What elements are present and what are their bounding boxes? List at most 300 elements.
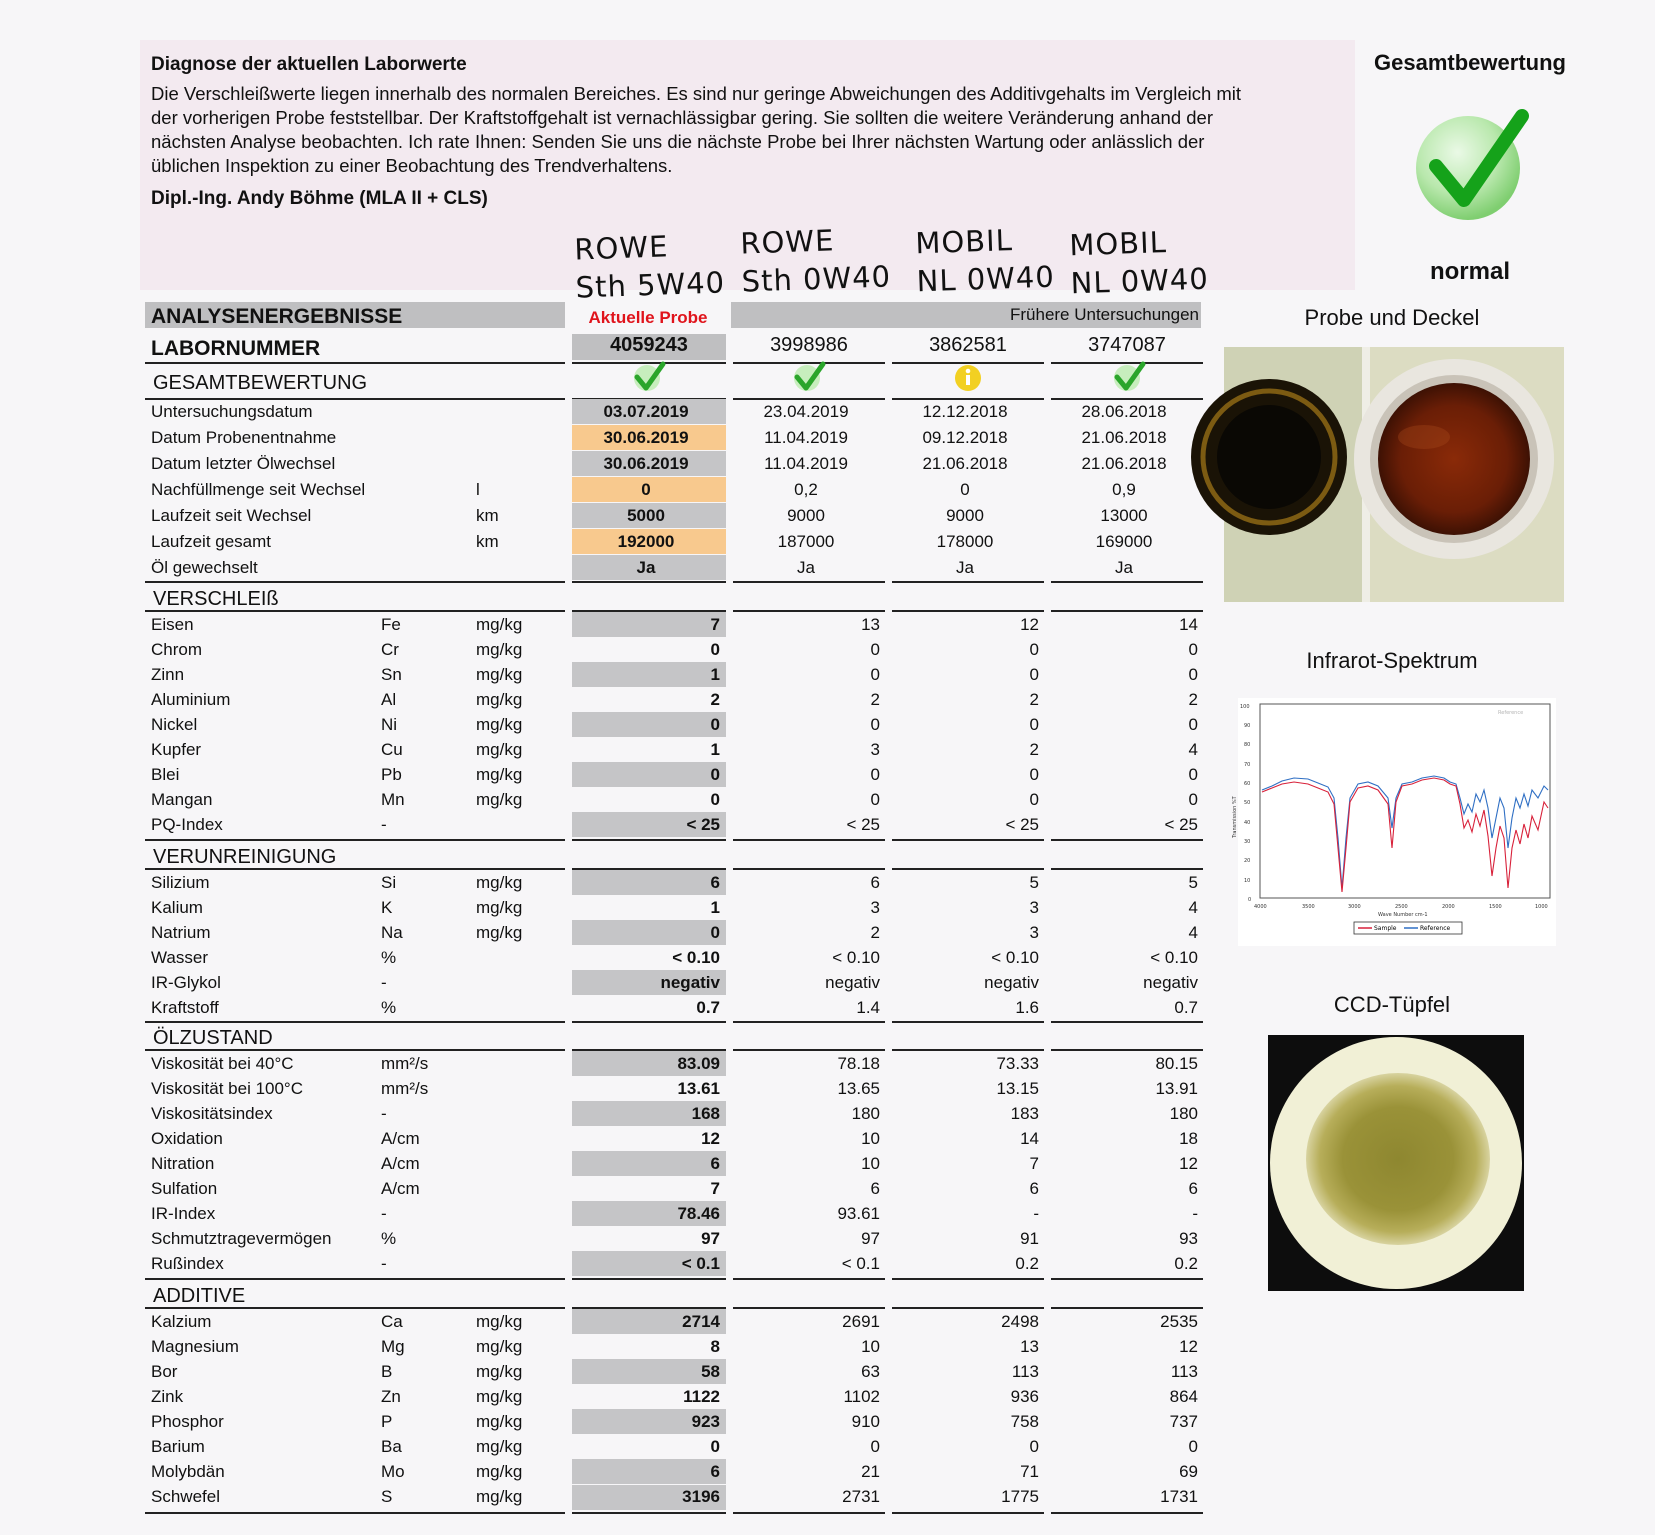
divider bbox=[892, 868, 1044, 870]
row-symbol: mm²/s bbox=[381, 1079, 429, 1098]
previous-value: 5 bbox=[1188, 873, 1198, 892]
previous-value: 13000 bbox=[1100, 506, 1148, 525]
row-unit: mg/kg bbox=[476, 1487, 523, 1506]
divider bbox=[892, 1278, 1044, 1280]
previous-value: 10 bbox=[861, 1337, 880, 1356]
divider bbox=[1051, 868, 1203, 870]
previous-value: 6 bbox=[1188, 1179, 1198, 1198]
row-label: Oxidation bbox=[151, 1129, 223, 1148]
previous-value: 12 bbox=[1179, 1337, 1198, 1356]
evaluation-ok-icon bbox=[632, 361, 666, 398]
previous-value: 13.91 bbox=[1155, 1079, 1198, 1098]
overall-ok-icon bbox=[1418, 108, 1528, 231]
row-symbol: Pb bbox=[381, 765, 402, 784]
table-row bbox=[151, 1385, 1211, 1410]
row-symbol: Ca bbox=[381, 1312, 403, 1331]
labnr-value: 3747087 bbox=[1088, 334, 1166, 356]
previous-value: 10 bbox=[861, 1154, 880, 1173]
divider bbox=[145, 1021, 565, 1023]
overall-status: normal bbox=[1429, 258, 1510, 285]
handwritten-oil-label: ROWE Sth 5W40 bbox=[573, 229, 726, 305]
row-unit: mg/kg bbox=[476, 640, 523, 659]
previous-value: 180 bbox=[1169, 1104, 1198, 1123]
previous-value: 0 bbox=[1188, 640, 1198, 659]
row-label: Nitration bbox=[151, 1154, 215, 1173]
row-unit: l bbox=[476, 480, 480, 499]
previous-value: 2 bbox=[870, 690, 880, 709]
table-row bbox=[151, 1460, 1211, 1485]
previous-value: 1775 bbox=[1001, 1487, 1039, 1506]
previous-value: 12 bbox=[1179, 1154, 1198, 1173]
previous-value: 180 bbox=[851, 1104, 880, 1123]
previous-value: 6 bbox=[1029, 1179, 1039, 1198]
spectrum-ytick: 10 bbox=[1244, 878, 1251, 884]
previous-value: 113 bbox=[1011, 1362, 1039, 1381]
labnr-value: 4059243 bbox=[610, 334, 688, 356]
table-row bbox=[151, 813, 1211, 838]
spectrum-xtick: 2500 bbox=[1395, 904, 1408, 910]
divider bbox=[733, 1021, 885, 1023]
previous-value: < 0.10 bbox=[1150, 948, 1198, 967]
row-label: Magnesium bbox=[151, 1337, 239, 1356]
previous-value: 9000 bbox=[946, 506, 984, 525]
divider bbox=[1051, 839, 1203, 841]
row-symbol: - bbox=[381, 1104, 387, 1123]
divider bbox=[892, 839, 1044, 841]
current-value: 5000 bbox=[627, 506, 665, 525]
current-value: Ja bbox=[636, 558, 656, 577]
previous-value: 13 bbox=[861, 615, 880, 634]
previous-value: 2535 bbox=[1160, 1312, 1198, 1331]
table-row bbox=[151, 896, 1211, 921]
table-row bbox=[151, 921, 1211, 946]
row-label: Phosphor bbox=[151, 1412, 224, 1431]
row-unit: mg/kg bbox=[476, 873, 523, 892]
previous-value: < 0.10 bbox=[832, 948, 880, 967]
overall-title: Gesamtbewertung bbox=[1374, 50, 1566, 75]
divider bbox=[892, 1049, 1044, 1051]
row-symbol: S bbox=[381, 1487, 393, 1506]
row-symbol: Al bbox=[381, 690, 397, 709]
current-value: 78.46 bbox=[677, 1204, 720, 1223]
row-symbol: Na bbox=[381, 923, 403, 942]
previous-value: 0 bbox=[1029, 1437, 1039, 1456]
spectrum-xtick: 4000 bbox=[1254, 904, 1267, 910]
row-label: Schwefel bbox=[151, 1487, 220, 1506]
row-label: Untersuchungsdatum bbox=[151, 402, 313, 421]
previous-value: 0.2 bbox=[1015, 1254, 1039, 1273]
row-symbol: - bbox=[381, 973, 387, 992]
evaluation-info-icon bbox=[953, 361, 983, 398]
previous-value: < 25 bbox=[1164, 815, 1198, 834]
previous-value: 1.6 bbox=[1015, 998, 1039, 1017]
previous-value: 14 bbox=[1179, 615, 1198, 634]
table-row bbox=[151, 1435, 1211, 1460]
spectrum-ytick: 100 bbox=[1240, 704, 1250, 710]
sample-photo-title: Probe und Deckel bbox=[1304, 305, 1480, 330]
table-row bbox=[151, 1052, 1211, 1077]
divider bbox=[145, 839, 565, 841]
previous-value: 63 bbox=[861, 1362, 880, 1381]
current-value: 0 bbox=[641, 480, 651, 499]
ccd-spot-image bbox=[1268, 1035, 1524, 1291]
divider bbox=[145, 1278, 565, 1280]
previous-value: negativ bbox=[984, 973, 1039, 992]
row-symbol: - bbox=[381, 1254, 387, 1273]
row-symbol: % bbox=[381, 948, 397, 967]
table-row bbox=[151, 1152, 1211, 1177]
row-label: Laufzeit seit Wechsel bbox=[151, 506, 312, 525]
row-symbol: Ba bbox=[381, 1437, 402, 1456]
current-value: 192000 bbox=[617, 532, 675, 551]
divider bbox=[145, 1307, 565, 1309]
divider bbox=[145, 581, 565, 583]
current-value: 12 bbox=[701, 1129, 720, 1148]
row-label: Viskosität bei 40°C bbox=[151, 1054, 294, 1073]
previous-value: 0 bbox=[1029, 715, 1039, 734]
row-symbol: P bbox=[381, 1412, 393, 1431]
current-value: 30.06.2019 bbox=[603, 428, 689, 447]
row-symbol: Mn bbox=[381, 790, 405, 809]
ir-spectrum-title: Infrarot-Spektrum bbox=[1306, 648, 1478, 673]
row-symbol: A/cm bbox=[381, 1129, 420, 1148]
previous-value: 0 bbox=[1029, 790, 1039, 809]
evaluation-heading: GESAMTBEWERTUNG bbox=[153, 372, 368, 394]
table-row bbox=[151, 1252, 1211, 1277]
previous-value: 0 bbox=[870, 1437, 880, 1456]
row-symbol: Fe bbox=[381, 615, 401, 634]
table-row bbox=[151, 1360, 1211, 1385]
divider bbox=[733, 581, 885, 583]
previous-value: 97 bbox=[861, 1229, 880, 1248]
table-row bbox=[151, 400, 1211, 425]
handwritten-oil-label: ROWE Sth 0W40 bbox=[739, 223, 892, 299]
row-unit: mg/kg bbox=[476, 1412, 523, 1431]
previous-value: 69 bbox=[1179, 1462, 1198, 1481]
table-row bbox=[151, 788, 1211, 813]
previous-value: 12.12.2018 bbox=[922, 402, 1008, 421]
row-label: Viskositätsindex bbox=[151, 1104, 273, 1123]
current-value: 83.09 bbox=[677, 1054, 720, 1073]
row-unit: mg/kg bbox=[476, 740, 523, 759]
ccd-spot-title: CCD-Tüpfel bbox=[1333, 992, 1451, 1017]
row-unit: mg/kg bbox=[476, 1437, 523, 1456]
row-symbol: Cr bbox=[381, 640, 399, 659]
divider bbox=[892, 1512, 1044, 1514]
previous-value: 0.7 bbox=[1174, 998, 1198, 1017]
divider bbox=[1051, 1278, 1203, 1280]
row-label: Silizium bbox=[151, 873, 210, 892]
divider bbox=[572, 1021, 726, 1023]
previous-value: 2 bbox=[1188, 690, 1198, 709]
divider bbox=[733, 1512, 885, 1514]
spectrum-xtick: 1000 bbox=[1535, 904, 1548, 910]
row-symbol: Si bbox=[381, 873, 397, 892]
previous-value: 2691 bbox=[842, 1312, 880, 1331]
table-row bbox=[151, 638, 1211, 663]
previous-value: 93 bbox=[1179, 1229, 1198, 1248]
table-row bbox=[151, 478, 1211, 503]
previous-value: negativ bbox=[825, 973, 880, 992]
previous-value: 21.06.2018 bbox=[1081, 454, 1167, 473]
table-row bbox=[151, 1102, 1211, 1127]
section-title: ÖLZUSTAND bbox=[153, 1027, 273, 1049]
previous-value: 13.65 bbox=[837, 1079, 880, 1098]
divider bbox=[892, 1307, 1044, 1309]
table-row bbox=[151, 713, 1211, 738]
table-row bbox=[151, 663, 1211, 688]
row-unit: km bbox=[476, 506, 499, 525]
previous-value: 3 bbox=[870, 740, 880, 759]
previous-value: 1731 bbox=[1160, 1487, 1198, 1506]
previous-value: 0 bbox=[1188, 1437, 1198, 1456]
previous-value: < 0.10 bbox=[991, 948, 1039, 967]
table-row bbox=[151, 530, 1211, 555]
current-value: 2 bbox=[710, 690, 720, 709]
row-label: Molybdän bbox=[151, 1462, 225, 1481]
table-row bbox=[151, 1202, 1211, 1227]
diagnosis-line: nächsten Analyse beobachten. Ich rate Ihnen: Senden Sie uns die nächste Probe bei Ihrer nächsten Wartung oder anlässlich der bbox=[151, 131, 1205, 152]
table-row bbox=[151, 504, 1211, 529]
evaluation-ok-icon bbox=[792, 361, 826, 398]
previous-value: - bbox=[1192, 1204, 1198, 1223]
diagnosis-line: üblichen Inspektion zu einer Beobachtung des Trendverhaltens. bbox=[151, 155, 673, 176]
divider bbox=[1051, 1307, 1203, 1309]
previous-value: 4 bbox=[1188, 923, 1198, 942]
section-title: ADDITIVE bbox=[153, 1285, 246, 1307]
row-unit: mg/kg bbox=[476, 1462, 523, 1481]
current-value: 0 bbox=[710, 640, 720, 659]
table-row bbox=[151, 1077, 1211, 1102]
current-value: 1 bbox=[710, 898, 720, 917]
table-row bbox=[151, 971, 1211, 996]
previous-value: 2 bbox=[870, 923, 880, 942]
row-label: Eisen bbox=[151, 615, 194, 634]
row-label: Kalium bbox=[151, 898, 203, 917]
previous-value: 2731 bbox=[842, 1487, 880, 1506]
current-value: 6 bbox=[710, 1154, 720, 1173]
previous-value: 9000 bbox=[787, 506, 825, 525]
previous-value: 1102 bbox=[843, 1387, 880, 1406]
divider bbox=[733, 839, 885, 841]
evaluation-ok-icon bbox=[1112, 361, 1146, 398]
current-value: 923 bbox=[691, 1412, 720, 1431]
table-row bbox=[151, 871, 1211, 896]
spectrum-ytick: 0 bbox=[1248, 897, 1252, 903]
row-label: Kupfer bbox=[151, 740, 202, 759]
row-symbol: Sn bbox=[381, 665, 402, 684]
results-heading: ANALYSENERGEBNISSE bbox=[151, 305, 403, 328]
divider bbox=[733, 868, 885, 870]
row-symbol: Cu bbox=[381, 740, 403, 759]
row-label: Kalzium bbox=[151, 1312, 212, 1331]
previous-value: 6 bbox=[870, 873, 880, 892]
table-row bbox=[151, 556, 1211, 581]
previous-value: 12 bbox=[1020, 615, 1039, 634]
previous-value: 0,2 bbox=[794, 480, 818, 499]
previous-value: 758 bbox=[1010, 1412, 1039, 1431]
row-label: Aluminium bbox=[151, 690, 231, 709]
previous-value: 0 bbox=[1188, 715, 1198, 734]
current-value: 1 bbox=[710, 665, 720, 684]
previous-value: Ja bbox=[956, 558, 974, 577]
current-value: 0 bbox=[710, 715, 720, 734]
table-row bbox=[151, 946, 1211, 971]
spectrum-ytick: 80 bbox=[1244, 742, 1251, 748]
table-row bbox=[151, 452, 1211, 477]
current-value: 7 bbox=[710, 1179, 720, 1198]
previous-value: 73.33 bbox=[996, 1054, 1039, 1073]
row-symbol: K bbox=[381, 898, 393, 917]
table-row bbox=[151, 1485, 1211, 1510]
current-value: 168 bbox=[691, 1104, 720, 1123]
row-label: Datum Probenentnahme bbox=[151, 428, 337, 447]
previous-value: 936 bbox=[1010, 1387, 1039, 1406]
row-unit: mg/kg bbox=[476, 765, 523, 784]
row-symbol: Ni bbox=[381, 715, 398, 734]
previous-value: 0 bbox=[960, 480, 970, 499]
row-label: Mangan bbox=[151, 790, 213, 809]
current-value: 30.06.2019 bbox=[603, 454, 689, 473]
row-symbol: - bbox=[381, 815, 387, 834]
divider bbox=[145, 362, 565, 364]
current-value: 6 bbox=[710, 1462, 720, 1481]
spectrum-xtick: 1500 bbox=[1489, 904, 1502, 910]
current-value: 6 bbox=[710, 873, 720, 892]
divider bbox=[1051, 1512, 1203, 1514]
current-value: 0 bbox=[710, 790, 720, 809]
previous-value: 93.61 bbox=[837, 1204, 880, 1223]
previous-value: 7 bbox=[1029, 1154, 1039, 1173]
previous-value: 910 bbox=[851, 1412, 880, 1431]
previous-value: 0 bbox=[1029, 765, 1039, 784]
diagnosis-line: der vorherigen Probe feststellbar. Der Kraftstoffgehalt ist vernachlässigbar gering. Sie sollten die weitere Veränderung anhand der bbox=[151, 107, 1213, 128]
table-row bbox=[151, 1410, 1211, 1435]
row-label: Nickel bbox=[151, 715, 198, 734]
row-label: Rußindex bbox=[151, 1254, 224, 1273]
spectrum-ytick: 70 bbox=[1244, 762, 1251, 768]
divider bbox=[1051, 581, 1203, 583]
table-row bbox=[151, 1310, 1211, 1335]
previous-value: 78.18 bbox=[837, 1054, 880, 1073]
row-unit: mg/kg bbox=[476, 690, 523, 709]
row-unit: mg/kg bbox=[476, 1362, 523, 1381]
previous-value: 187000 bbox=[777, 532, 835, 551]
spectrum-ytick: 20 bbox=[1244, 858, 1251, 864]
previous-value: Ja bbox=[797, 558, 815, 577]
spectrum-watermark: Reference bbox=[1498, 710, 1524, 716]
previous-value: 113 bbox=[1170, 1362, 1198, 1381]
row-symbol: A/cm bbox=[381, 1154, 420, 1173]
row-label: Sulfation bbox=[151, 1179, 218, 1198]
previous-value: Ja bbox=[1115, 558, 1133, 577]
row-symbol: A/cm bbox=[381, 1179, 420, 1198]
previous-value: 4 bbox=[1188, 898, 1198, 917]
row-label: Blei bbox=[151, 765, 180, 784]
spectrum-ytick: 60 bbox=[1244, 781, 1251, 787]
table-row bbox=[151, 1127, 1211, 1152]
diagnosis-line: Die Verschleißwerte liegen innerhalb des normalen Bereiches. Es sind nur geringe Abweichungen des Additivgehalts im Vergleich mit bbox=[151, 83, 1242, 104]
row-unit: mg/kg bbox=[476, 615, 523, 634]
previous-value: 5 bbox=[1029, 873, 1039, 892]
current-value: 0 bbox=[710, 765, 720, 784]
current-value: 1 bbox=[710, 740, 720, 759]
ir-spectrum-chart bbox=[1232, 698, 1556, 946]
previous-value: 21.06.2018 bbox=[922, 454, 1008, 473]
table-row bbox=[151, 426, 1211, 451]
previous-value: < 0.1 bbox=[841, 1254, 880, 1273]
labnr-heading: LABORNUMMER bbox=[151, 337, 321, 360]
previous-value: 183 bbox=[1010, 1104, 1039, 1123]
table-row bbox=[151, 1227, 1211, 1252]
row-symbol: B bbox=[381, 1362, 393, 1381]
row-symbol: Mo bbox=[381, 1462, 405, 1481]
current-value: 8 bbox=[710, 1337, 720, 1356]
previous-value: 4 bbox=[1188, 740, 1198, 759]
row-symbol: - bbox=[381, 1204, 387, 1223]
handwritten-oil-label: MOBIL NL 0W40 bbox=[1068, 225, 1210, 301]
spectrum-xtick: 2000 bbox=[1442, 904, 1455, 910]
current-sample-label: Aktuelle Probe bbox=[588, 308, 708, 327]
previous-value: 14 bbox=[1020, 1129, 1039, 1148]
previous-value: 2 bbox=[1029, 740, 1039, 759]
previous-value: 1.4 bbox=[856, 998, 880, 1017]
previous-value: 0 bbox=[1188, 765, 1198, 784]
current-value: < 0.10 bbox=[672, 948, 720, 967]
current-value: 2714 bbox=[682, 1312, 720, 1331]
row-label: Laufzeit gesamt bbox=[151, 532, 272, 551]
previous-value: 737 bbox=[1169, 1412, 1198, 1431]
section-title: VERSCHLEIß bbox=[153, 588, 279, 610]
previous-value: 0,9 bbox=[1112, 480, 1136, 499]
previous-value: 0 bbox=[870, 765, 880, 784]
previous-value: 21.06.2018 bbox=[1081, 428, 1167, 447]
previous-value: 864 bbox=[1169, 1387, 1198, 1406]
current-value: 7 bbox=[710, 615, 720, 634]
spectrum-xlabel: Wave Number cm-1 bbox=[1378, 912, 1428, 918]
spectrum-ytick: 30 bbox=[1244, 839, 1251, 845]
previous-value: 09.12.2018 bbox=[922, 428, 1008, 447]
previous-value: 13 bbox=[1020, 1337, 1039, 1356]
previous-value: 23.04.2019 bbox=[763, 402, 849, 421]
divider bbox=[1051, 1021, 1203, 1023]
current-value: 3196 bbox=[682, 1487, 720, 1506]
table-row bbox=[151, 738, 1211, 763]
spectrum-ytick: 90 bbox=[1244, 723, 1251, 729]
current-value: 97 bbox=[701, 1229, 720, 1248]
spectrum-xtick: 3500 bbox=[1302, 904, 1315, 910]
previous-value: 2498 bbox=[1001, 1312, 1039, 1331]
row-label: Wasser bbox=[151, 948, 208, 967]
previous-value: 0 bbox=[1029, 665, 1039, 684]
row-unit: mg/kg bbox=[476, 715, 523, 734]
divider bbox=[572, 1278, 726, 1280]
table-row bbox=[151, 688, 1211, 713]
previous-value: 0 bbox=[870, 790, 880, 809]
divider bbox=[892, 610, 1044, 612]
table-row bbox=[151, 1335, 1211, 1360]
spectrum-ylabel: Transmission %T bbox=[1232, 796, 1238, 838]
divider bbox=[145, 1049, 565, 1051]
previous-value: 0 bbox=[870, 640, 880, 659]
sample-and-lid-photo bbox=[1224, 347, 1564, 602]
row-label: Zink bbox=[151, 1387, 184, 1406]
row-label: PQ-Index bbox=[151, 815, 223, 834]
previous-value: 169000 bbox=[1095, 532, 1153, 551]
divider bbox=[1051, 1049, 1203, 1051]
divider bbox=[733, 1278, 885, 1280]
previous-value: negativ bbox=[1143, 973, 1198, 992]
